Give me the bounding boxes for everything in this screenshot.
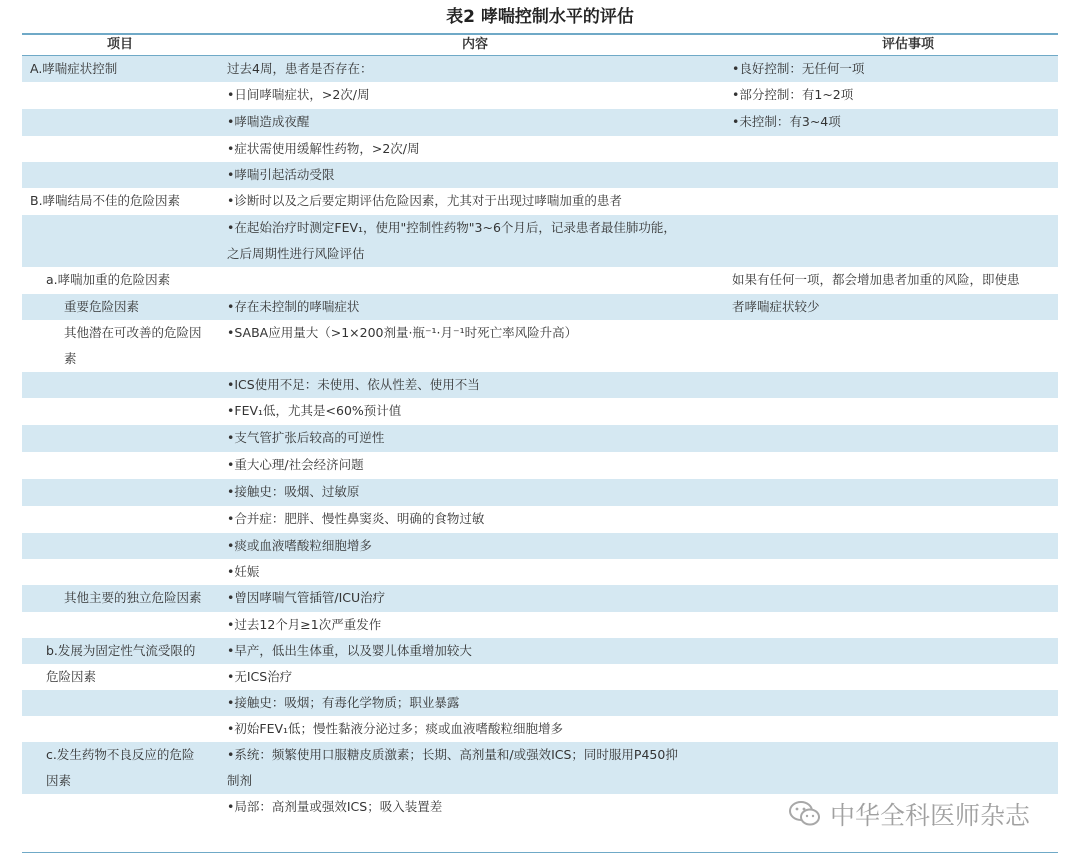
content-cell: •早产，低出生体重，以及婴儿体重增加较大 xyxy=(227,643,472,658)
table-title: 表2 哮喘控制水平的评估 xyxy=(446,7,634,27)
header-content: 内容 xyxy=(462,37,489,52)
table-row xyxy=(22,267,1058,294)
table-row xyxy=(22,690,1058,716)
content-cell: 制剂 xyxy=(227,773,253,788)
content-cell: •接触史：吸烟、过敏原 xyxy=(227,484,360,499)
table-row xyxy=(22,346,1058,372)
content-cell: •接触史：吸烟；有毒化学物质；职业暴露 xyxy=(227,695,460,710)
content-cell: •合并症：肥胖、慢性鼻窦炎、明确的食物过敏 xyxy=(227,511,485,526)
table-row xyxy=(22,82,1058,109)
assessment-cell: •良好控制：无任何一项 xyxy=(732,61,865,76)
table-row xyxy=(22,664,1058,690)
table-row xyxy=(22,612,1058,638)
item-cell: 素 xyxy=(64,351,77,366)
content-cell: •日间哮喘症状，>2次/周 xyxy=(227,87,370,102)
content-cell: •在起始治疗时测定FEV₁，使用"控制性药物"3~6个月后，记录患者最佳肺功能， xyxy=(227,220,676,235)
content-cell: •局部：高剂量或强效ICS；吸入装置差 xyxy=(227,799,443,814)
content-cell: •SABA应用量大（>1×200剂量·瓶⁻¹·月⁻¹时死亡率风险升高） xyxy=(227,325,578,340)
content-cell: 之后周期性进行风险评估 xyxy=(227,246,365,261)
item-cell: 因素 xyxy=(46,773,72,788)
table-row xyxy=(22,506,1058,533)
watermark xyxy=(788,796,1030,832)
watermark-text: 中华全科医师杂志 xyxy=(830,801,1031,830)
content-cell: •支气管扩张后较高的可逆性 xyxy=(227,430,385,445)
item-cell: 其他潜在可改善的危险因 xyxy=(64,325,202,340)
table-row xyxy=(22,479,1058,506)
assessment-cell: 如果有任何一项，都会增加患者加重的风险，即使患 xyxy=(732,272,1020,287)
header-item: 项目 xyxy=(107,37,134,52)
content-cell: •初始FEV₁低；慢性黏液分泌过多；痰或血液嗜酸粒细胞增多 xyxy=(227,721,564,736)
item-cell: a.哮喘加重的危险因素 xyxy=(46,272,171,287)
table-row xyxy=(22,320,1058,346)
table-header xyxy=(22,33,1058,56)
content-cell: •过去12个月≥1次严重发作 xyxy=(227,617,382,632)
table-row xyxy=(22,294,1058,320)
table-row xyxy=(22,241,1058,267)
assessment-cell: •部分控制：有1~2项 xyxy=(732,87,854,102)
table-row xyxy=(22,742,1058,768)
content-cell: •诊断时以及之后要定期评估危险因素，尤其对于出现过哮喘加重的患者 xyxy=(227,193,622,208)
content-cell: •曾因哮喘气管插管/ICU治疗 xyxy=(227,590,386,605)
table-row xyxy=(22,136,1058,162)
item-cell: 重要危险因素 xyxy=(64,299,140,314)
table-row xyxy=(22,638,1058,664)
item-cell: 其他主要的独立危险因素 xyxy=(64,590,202,605)
content-cell: •系统：频繁使用口服糖皮质激素；长期、高剂量和/或强效ICS；同时服用P450抑 xyxy=(227,747,678,762)
content-cell: •症状需使用缓解性药物，>2次/周 xyxy=(227,141,420,156)
content-cell: 过去4周，患者是否存在： xyxy=(227,61,373,76)
table-row xyxy=(22,559,1058,585)
content-cell: •FEV₁低，尤其是<60%预计值 xyxy=(227,403,402,418)
table-row xyxy=(22,716,1058,742)
content-cell: •哮喘引起活动受限 xyxy=(227,167,335,182)
content-cell: •无ICS治疗 xyxy=(227,669,293,684)
content-cell: •哮喘造成夜醒 xyxy=(227,114,310,129)
table-row xyxy=(22,425,1058,452)
item-cell: 危险因素 xyxy=(46,669,97,684)
wechat-icon xyxy=(788,800,822,828)
table-row xyxy=(22,452,1058,479)
item-cell: c.发生药物不良反应的危险 xyxy=(46,747,195,762)
table-row xyxy=(22,188,1058,215)
assessment-table xyxy=(22,33,1058,818)
item-cell: b.发展为固定性气流受限的 xyxy=(46,643,196,658)
item-cell: B.哮喘结局不佳的危险因素 xyxy=(30,193,181,208)
table-row xyxy=(22,768,1058,794)
content-cell: •重大心理/社会经济问题 xyxy=(227,457,364,472)
table-row xyxy=(22,585,1058,612)
content-cell: •存在未控制的哮喘症状 xyxy=(227,299,360,314)
content-cell: •痰或血液嗜酸粒细胞增多 xyxy=(227,538,372,553)
header-assessment: 评估事项 xyxy=(882,37,935,52)
table-row xyxy=(22,533,1058,559)
content-cell: •ICS使用不足：未使用、依从性差、使用不当 xyxy=(227,377,480,392)
table-row xyxy=(22,109,1058,136)
table-row xyxy=(22,56,1058,82)
table-row xyxy=(22,372,1058,398)
item-cell: A.哮喘症状控制 xyxy=(30,61,118,76)
assessment-cell: 者哮喘症状较少 xyxy=(732,299,820,314)
assessment-cell: •未控制：有3~4项 xyxy=(732,114,841,129)
table-row xyxy=(22,162,1058,188)
table-row xyxy=(22,398,1058,425)
table-row xyxy=(22,215,1058,241)
table-bottom-rule xyxy=(22,852,1058,853)
content-cell: •妊娠 xyxy=(227,564,260,579)
